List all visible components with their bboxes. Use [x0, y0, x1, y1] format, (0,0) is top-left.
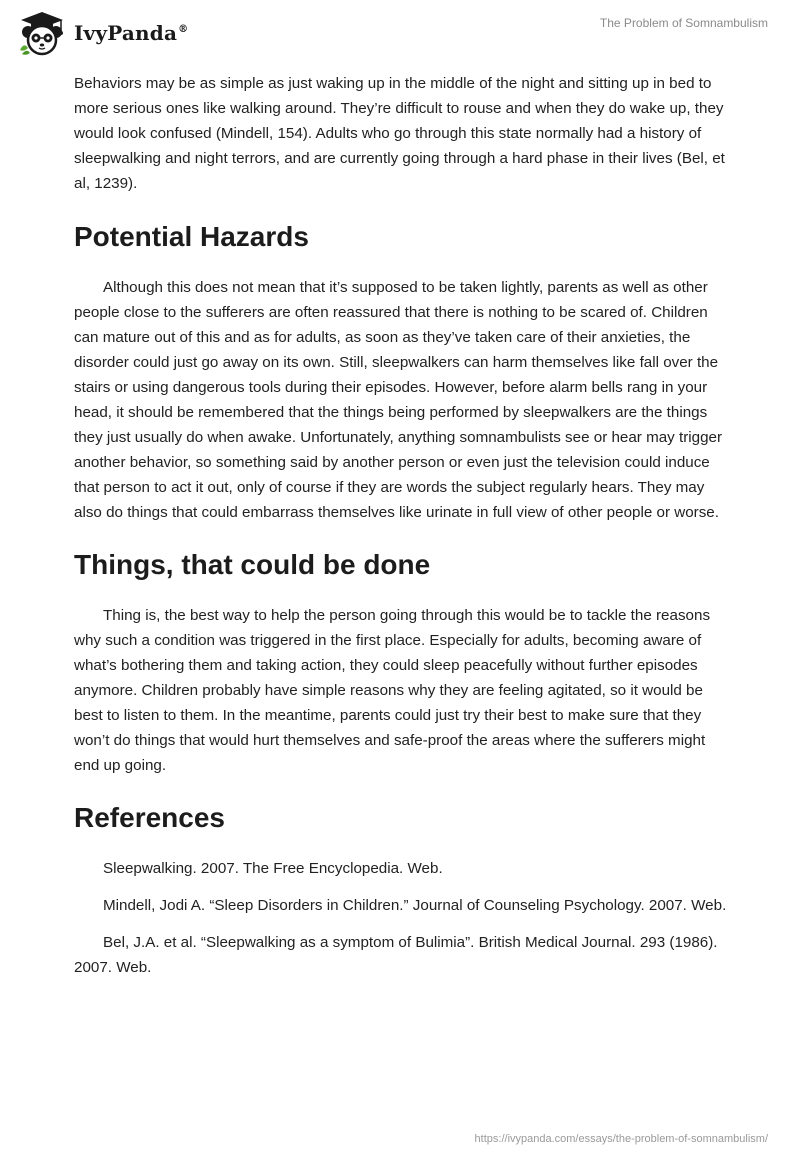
reference-item: Mindell, Jodi A. “Sleep Disorders in Children.” Journal of Counseling Psychology. 2007. Web.	[103, 897, 727, 914]
hazards-paragraph: Although this does not mean that it’s supposed to be taken lightly, parents as well as other people close to the sufferers are often reassured that there is nothing to be scared of. Children can mature out of this and as for adults, as soon as they’ve taken care of their anxieties, the disorder could just go away on its own. Still, sleepwalkers can harm themselves like fall over the stairs or using dangerous tools during their episodes. However, before alarm bells rang in your head, it should be remembered that the things being performed by sleepwalkers are the things they just usually do when awake. Unfortunately, anything somnambulists see or hear may trigger another behavior, so something said by another person or even just the television could induce that person to act it out, only of course if they are words the subject regularly hears. They may also do things that could embarrass themselves like urinate in full view of other people or worse.	[74, 279, 723, 521]
document-title: The Problem of Somnambulism	[599, 16, 768, 30]
reference-item: Bel, J.A. et al. “Sleepwalking as a symptom of Bulimia”. British Medical Journal. 293 (1986). 2007. Web.	[74, 934, 718, 976]
brand-name: IvyPanda®	[74, 21, 189, 45]
page-header	[0, 0, 800, 70]
section-heading-hazards: Potential Hazards	[74, 221, 309, 252]
section-heading-things-done: Things, that could be done	[74, 549, 431, 580]
intro-paragraph: Behaviors may be as simple as just waking up in the middle of the night and sitting up in bed to more serious ones like walking around. They’re difficult to rouse and when they do wake up, they would look confused (Mindell, 154). Adults who go through this state normally had a history of sleepwalking and night terrors, and are currently going through a hard phase in their lives (Bel, et al, 1239).	[74, 75, 725, 192]
source-url[interactable]: https://ivypanda.com/essays/the-problem-of-somnambulism/	[474, 1133, 768, 1145]
panda-graduate-icon	[16, 10, 68, 56]
brand-logo[interactable]	[16, 10, 188, 56]
essay-body	[74, 70, 734, 980]
reference-item: Sleepwalking. 2007. The Free Encyclopedia. Web.	[103, 860, 443, 877]
references-heading: References	[74, 802, 225, 833]
things-done-paragraph: Thing is, the best way to help the person going through this would be to tackle the reasons why such a condition was triggered in the first place. Especially for adults, becoming aware of what’s bothering them and taking action, they could sleep peacefully without further episodes anymore. Children probably have simple reasons why they are feeling agitated, so it would be best to listen to them. In the meantime, parents could just try their best to make sure that they won’t do things that would hurt themselves and safe-proof the areas where the sufferers might end up going.	[74, 607, 711, 774]
